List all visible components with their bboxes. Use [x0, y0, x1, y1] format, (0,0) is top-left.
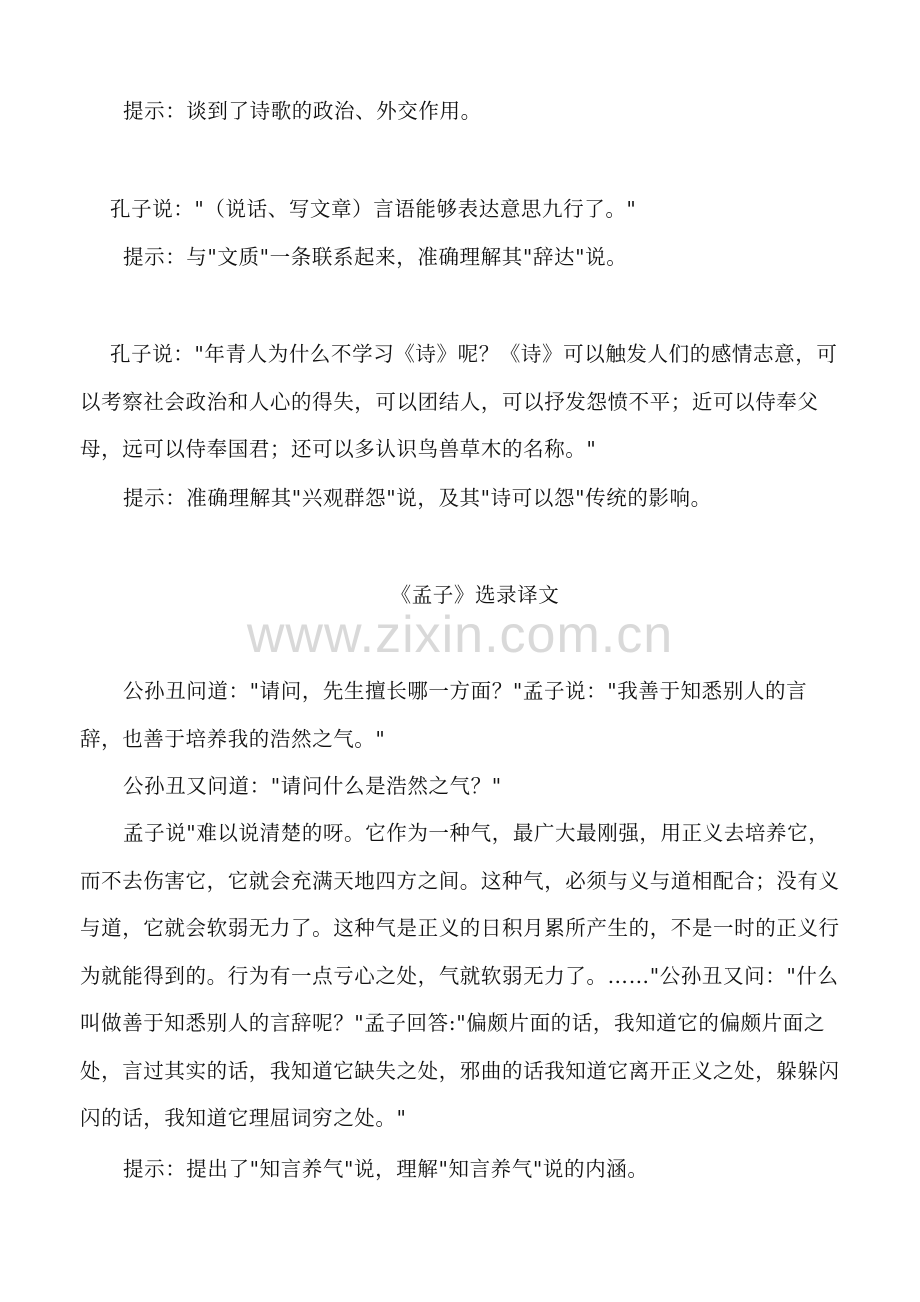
hint-paragraph-3: 提示：准确理解其"兴观群怨"说，及其"诗可以怨"传统的影响。 — [123, 486, 712, 510]
hint-paragraph-2: 提示：与"文质"一条联系起来，准确理解其"辞达"说。 — [123, 245, 628, 269]
watermark-text: www.zixin.com.cn — [246, 606, 674, 664]
mencius-answer: 孟子说"难以说清楚的呀。它作为一种气，最广大最刚强，用正义去培养它，而不去伤害它，它就会充满天地四方之间。这种气，必须与义与道相配合；没有义与道，它就会软弱无力了。这种气是正义的日积月累所产生的，不是一时的正义行为就能得到的。行为有一点亏心之处，气就软弱无力了。……"公孙丑又问："什么叫做善于知悉别人的言辞呢？"孟子回答:"偏颇片面的话，我知道它的偏颇片面之处，言过其实的话，我知道它缺失之处，邪曲的话我知道它离开正义之处，躲躲闪闪的话，我知道它理屈词穷之处。" — [80, 821, 840, 1130]
hint-paragraph-1: 提示：谈到了诗歌的政治、外交作用。 — [123, 99, 482, 123]
section-title: 《孟子》选录译文 — [390, 583, 560, 607]
confucius-quote-2: 孔子说："年青人为什么不学习《诗》呢？《诗》可以触发人们的感情志意，可以考察社会政治和人心的得失，可以团结人，可以抒发怨愤不平；近可以侍奉父母，远可以侍奉国君；还可以多认识鸟兽草木的名称。" — [80, 342, 838, 461]
gongsun-chou-question-1: 公孙丑问道："请问，先生擅长哪一方面？"孟子说："我善于知悉别人的言辞，也善于培养我的浩然之气。" — [80, 679, 808, 751]
confucius-quote-1: 孔子说："（说话、写文章）言语能够表达意思九行了。" — [110, 197, 637, 221]
gongsun-chou-question-2: 公孙丑又问道："请问什么是浩然之气？" — [123, 774, 502, 798]
hint-paragraph-4: 提示：提出了"知言养气"说，理解"知言养气"说的内涵。 — [123, 1157, 649, 1181]
